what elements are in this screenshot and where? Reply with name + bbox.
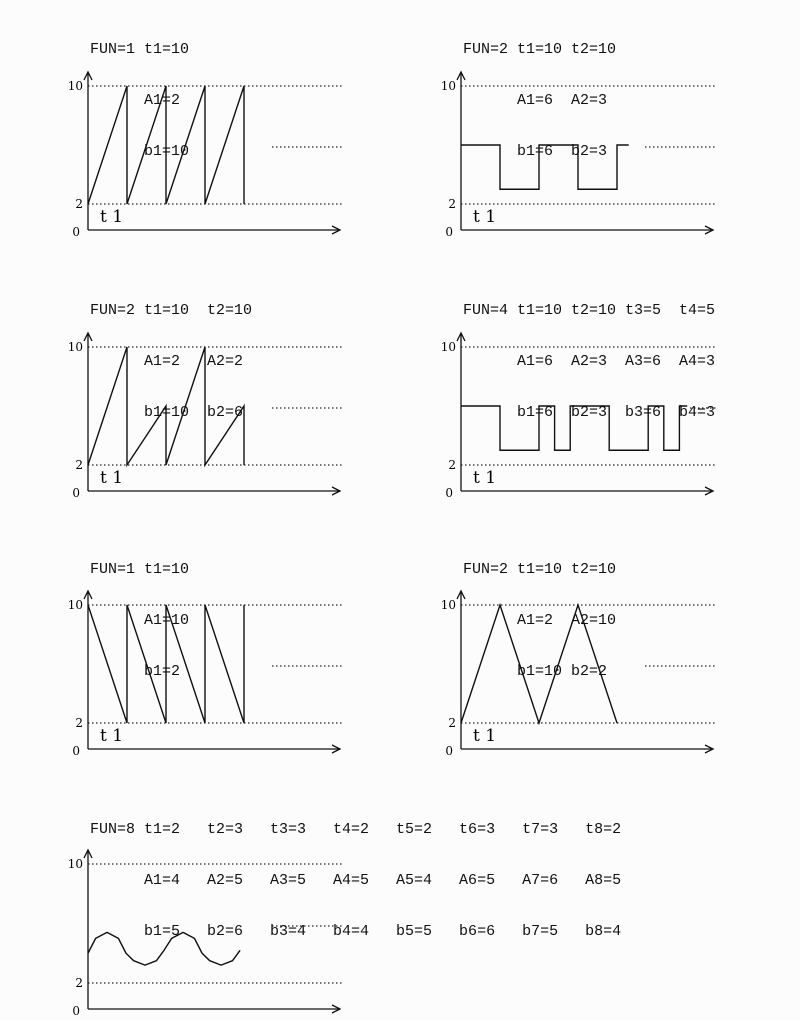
y-tick-label: 10 — [440, 340, 456, 354]
param-line: b1=10 — [90, 143, 190, 160]
y-tick-label: 0 — [72, 1004, 80, 1018]
y-tick-label: 2 — [448, 458, 456, 472]
t1-label: t 1 — [100, 468, 124, 488]
y-tick-label: 10 — [440, 79, 456, 93]
param-line: A1=6 A2=3 A3=6 A4=3 — [463, 353, 716, 370]
y-tick-label: 0 — [445, 225, 453, 239]
y-tick-label: 2 — [75, 976, 83, 990]
y-tick-label: 0 — [72, 486, 80, 500]
param-line: FUN=2 t1=10 t2=10 — [463, 561, 617, 578]
param-line: A1=2 A2=10 — [463, 612, 617, 629]
y-tick-label: 10 — [440, 598, 456, 612]
param-line: FUN=1 t1=10 — [90, 561, 190, 578]
param-line: b1=2 — [90, 663, 181, 680]
y-tick-label: 2 — [448, 716, 456, 730]
param-line: b1=10 b2=6 — [90, 404, 244, 421]
waveform-line — [461, 145, 629, 189]
t1-label: t 1 — [473, 726, 497, 746]
param-line: b1=6 b2=3 — [463, 143, 608, 160]
t1-label: t 1 — [473, 468, 497, 488]
param-line: FUN=2 t1=10 t2=10 — [463, 41, 617, 58]
y-tick-label: 10 — [67, 857, 83, 871]
param-line: A1=2 — [90, 92, 181, 109]
y-tick-label: 0 — [445, 486, 453, 500]
y-tick-label: 10 — [67, 598, 83, 612]
param-line: FUN=8 t1=2 t2=3 t3=3 t4=2 t5=2 t6=3 t7=3 t8=2 — [90, 821, 622, 838]
param-line: FUN=1 t1=10 — [90, 41, 190, 58]
param-line: A1=4 A2=5 A3=5 A4=5 A5=4 A6=5 A7=6 A8=5 — [90, 872, 622, 889]
y-tick-label: 0 — [72, 744, 80, 758]
y-tick-label: 10 — [67, 340, 83, 354]
waveform-line — [88, 347, 244, 465]
waveform-line — [88, 605, 244, 723]
y-tick-label: 2 — [448, 197, 456, 211]
waveform-line — [461, 406, 687, 450]
param-line: A1=10 — [90, 612, 190, 629]
y-tick-label: 2 — [75, 197, 83, 211]
param-line: A1=6 A2=3 — [463, 92, 608, 109]
param-line: FUN=2 t1=10 t2=10 — [90, 302, 253, 319]
y-tick-label: 0 — [72, 225, 80, 239]
param-line: FUN=4 t1=10 t2=10 t3=5 t4=5 — [463, 302, 716, 319]
param-line: b1=10 b2=2 — [463, 663, 608, 680]
t1-label: t 1 — [100, 207, 124, 227]
waveform-line — [88, 86, 244, 204]
param-line: A1=2 A2=2 — [90, 353, 244, 370]
t1-label: t 1 — [473, 207, 497, 227]
param-line: b1=5 b2=6 b3=4 b4=4 b5=5 b6=6 b7=5 b8=4 — [90, 923, 622, 940]
t1-label: t 1 — [100, 726, 124, 746]
waveform-line — [461, 605, 617, 723]
param-line: b1=6 b2=3 b3=6 b4=3 — [463, 404, 716, 421]
y-tick-label: 2 — [75, 716, 83, 730]
y-tick-label: 0 — [445, 744, 453, 758]
waveform-line — [88, 932, 240, 965]
y-tick-label: 10 — [67, 79, 83, 93]
y-tick-label: 2 — [75, 458, 83, 472]
